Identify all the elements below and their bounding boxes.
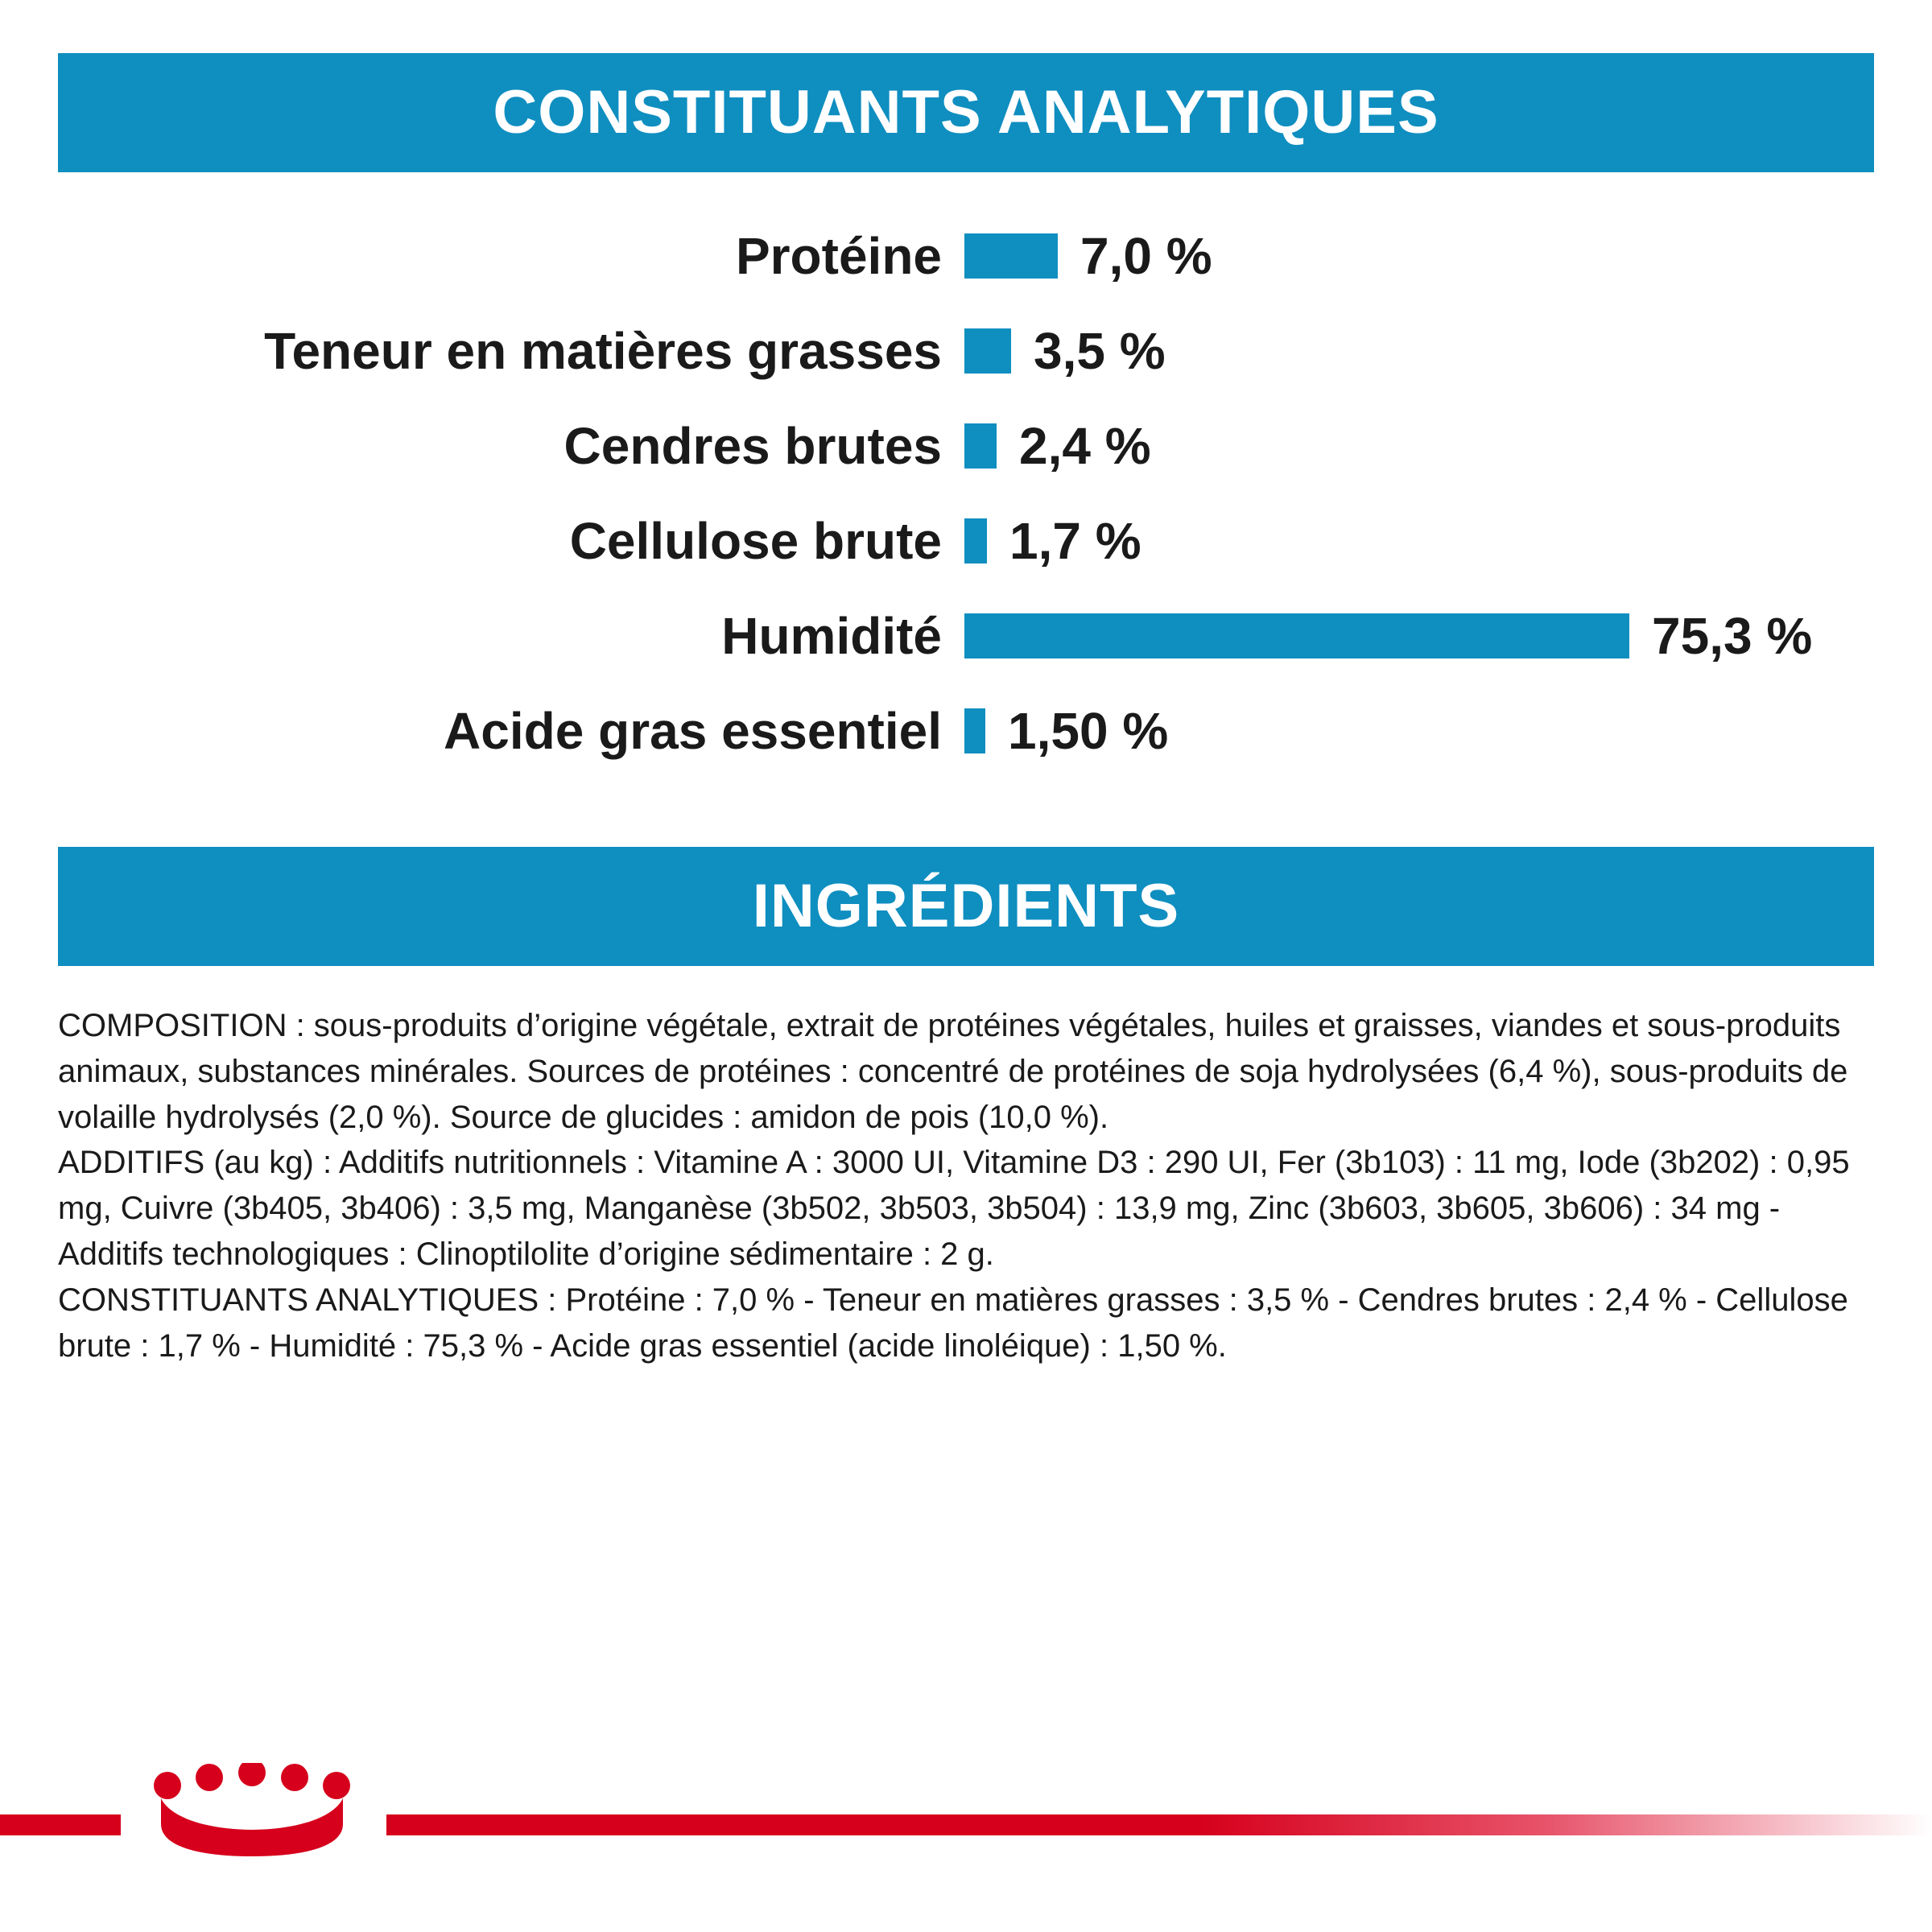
bar-track bbox=[964, 701, 1649, 761]
constituent-label: Cellulose brute bbox=[569, 512, 942, 570]
bar-track bbox=[964, 226, 1649, 286]
bar-crude-ash bbox=[964, 423, 997, 469]
composition-paragraph: COMPOSITION : sous-produits d’origine végétale, extrait de protéines végétales, huiles et graisses, viandes et sous-produits animaux, substances minérales. Sources de protéines : concentré de protéines de soja hydrolysées (6,4 %), sous-produits de volaille hydrolysés (2,0 %). Source de glucides : amidon de pois (10,0 %). bbox=[58, 1008, 1848, 1135]
bar-moisture bbox=[964, 613, 1629, 658]
constituent-label: Humidité bbox=[721, 607, 942, 665]
bar-track bbox=[964, 416, 1649, 476]
bar-track bbox=[964, 511, 1649, 571]
additives-paragraph: ADDITIFS (au kg) : Additifs nutritionnels : Vitamine A : 3000 UI, Vitamine D3 : 290 UI, Fer (3b103) : 11 mg, Iode (3b202) : 0,95 mg, Cuivre (3b405, 3b406) : 3,5 mg, Manganèse (3b502, 3b503, 3b504) : 13,9 mg, Zinc (3b603, 3b605, 3b606) : 34 mg - Additifs technologiques : Clinoptilolite d’origine sédimentaire : 2 g. bbox=[58, 1145, 1850, 1272]
analytical-constituents-banner: CONSTITUANTS ANALYTIQUES bbox=[58, 53, 1874, 172]
constituent-value: 1,50 % bbox=[1008, 702, 1169, 760]
constituent-value: 1,7 % bbox=[1009, 512, 1141, 570]
ingredients-banner: INGRÉDIENTS bbox=[58, 847, 1874, 966]
bar-fat-content bbox=[964, 328, 1011, 374]
analytical-constituents-paragraph: CONSTITUANTS ANALYTIQUES : Protéine : 7,0 % - Teneur en matières grasses : 3,5 % - Cendres brutes : 2,4 % - Cellulose brute : 1,7 % - Humidité : 75,3 % - Acide gras essentiel (acide linoléique) : 1,50 %. bbox=[58, 1282, 1848, 1364]
constituent-value: 75,3 % bbox=[1652, 607, 1813, 665]
constituent-label: Cendres brutes bbox=[564, 417, 942, 475]
bar-essential-fatty-acid bbox=[964, 708, 985, 753]
footer bbox=[0, 1758, 1932, 1863]
table-row bbox=[48, 217, 1884, 295]
constituent-label: Acide gras essentiel bbox=[444, 702, 942, 760]
table-row bbox=[48, 502, 1884, 580]
ingredients-text bbox=[58, 1003, 1874, 1368]
royal-canin-crown-icon bbox=[143, 1763, 361, 1860]
constituent-label: Protéine bbox=[735, 227, 942, 285]
bar-track bbox=[964, 606, 1813, 666]
analytical-constituents-chart bbox=[0, 217, 1932, 770]
constituent-label: Teneur en matières grasses bbox=[264, 322, 942, 380]
bar-crude-fibre bbox=[964, 518, 987, 564]
table-row bbox=[48, 407, 1884, 485]
constituent-value: 2,4 % bbox=[1019, 417, 1151, 475]
table-row bbox=[48, 312, 1884, 390]
bar-protein bbox=[964, 233, 1058, 279]
constituent-value: 3,5 % bbox=[1034, 322, 1166, 380]
bar-track bbox=[964, 321, 1649, 381]
table-row bbox=[48, 597, 1884, 675]
table-row bbox=[48, 692, 1884, 770]
constituent-value: 7,0 % bbox=[1080, 227, 1212, 285]
